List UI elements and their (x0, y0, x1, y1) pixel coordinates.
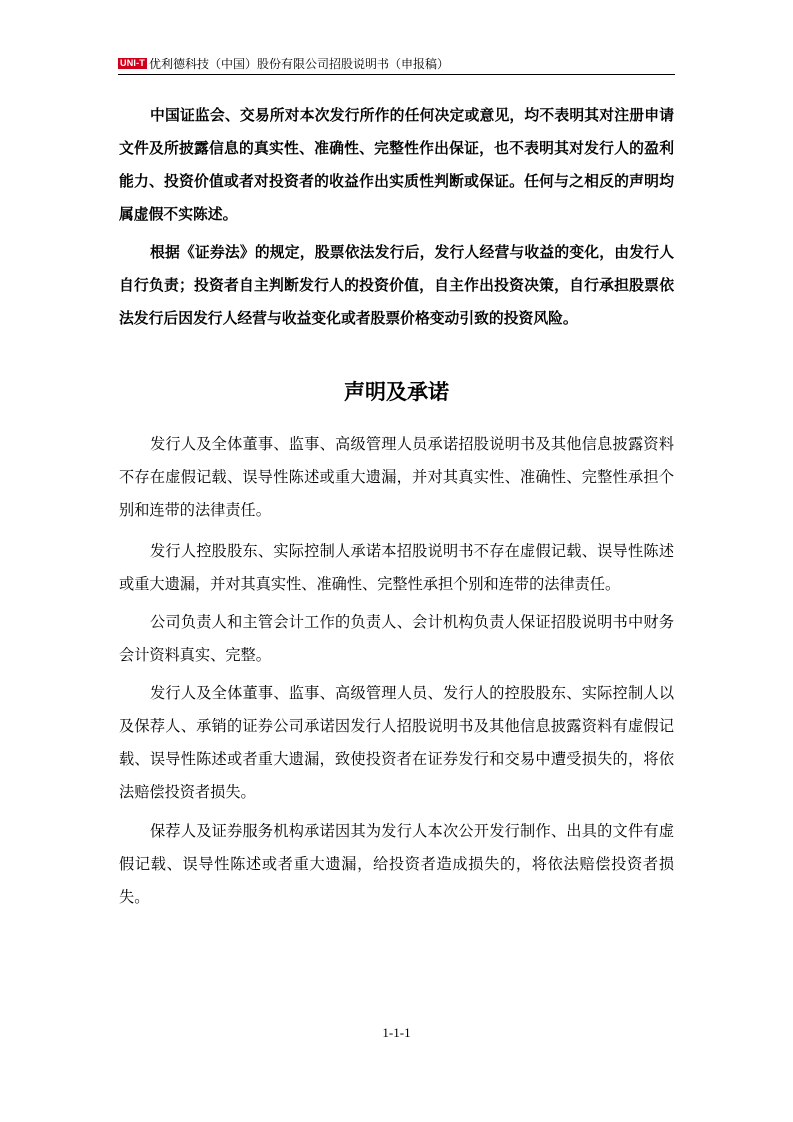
statement-paragraph: 发行人及全体董事、监事、高级管理人员承诺招股说明书及其他信息披露资料不存在虚假记载、误导性陈述或重大遗漏，并对其真实性、准确性、完整性承担个别和连带的法律责任。 (119, 435, 674, 519)
company-logo: UNI-T (120, 57, 145, 68)
statement-paragraph: 发行人控股股东、实际控制人承诺本招股说明书不存在虚假记载、误导性陈述或重大遗漏，并对其真实性、准确性、完整性承担个别和连带的法律责任。 (119, 542, 674, 593)
page-header (118, 52, 675, 75)
notice-paragraph: 中国证监会、交易所对本次发行所作的任何决定或意见，均不表明其对注册申请文件及所披露信息的真实性、准确性、完整性作出保证，也不表明其对发行人的盈利能力、投资价值或者对投资者的收益作出实质性判断或保证。任何与之相反的声明均属虚假不实陈述。 (119, 107, 674, 223)
page-number: 1-1-1 (382, 1025, 411, 1040)
statement-paragraph: 发行人及全体董事、监事、高级管理人员、发行人的控股股东、实际控制人以及保荐人、承销的证券公司承诺因发行人招股说明书及其他信息披露资料有虚假记载、误导性陈述或者重大遗漏，致使投资者在证券发行和交易中遭受损失的，将依法赔偿投资者损失。 (119, 684, 674, 801)
header-title: 优利德科技（中国）股份有限公司招股说明书（申报稿） (149, 56, 450, 71)
statement-paragraph: 公司负责人和主管会计工作的负责人、会计机构负责人保证招股说明书中财务会计资料真实、完整。 (119, 613, 674, 664)
section-title: 声明及承诺 (344, 380, 449, 404)
notice-paragraph: 根据《证券法》的规定，股票依法发行后，发行人经营与收益的变化，由发行人自行负责；投资者自主判断发行人的投资价值，自主作出投资决策，自行承担股票依法发行后因发行人经营与收益变化或者股票价格变动引致的投资风险。 (119, 244, 674, 327)
statement-paragraph: 保荐人及证券服务机构承诺因其为发行人本次公开发行制作、出具的文件有虚假记载、误导性陈述或者重大遗漏，给投资者造成损失的，将依法赔偿投资者损失。 (119, 822, 674, 906)
